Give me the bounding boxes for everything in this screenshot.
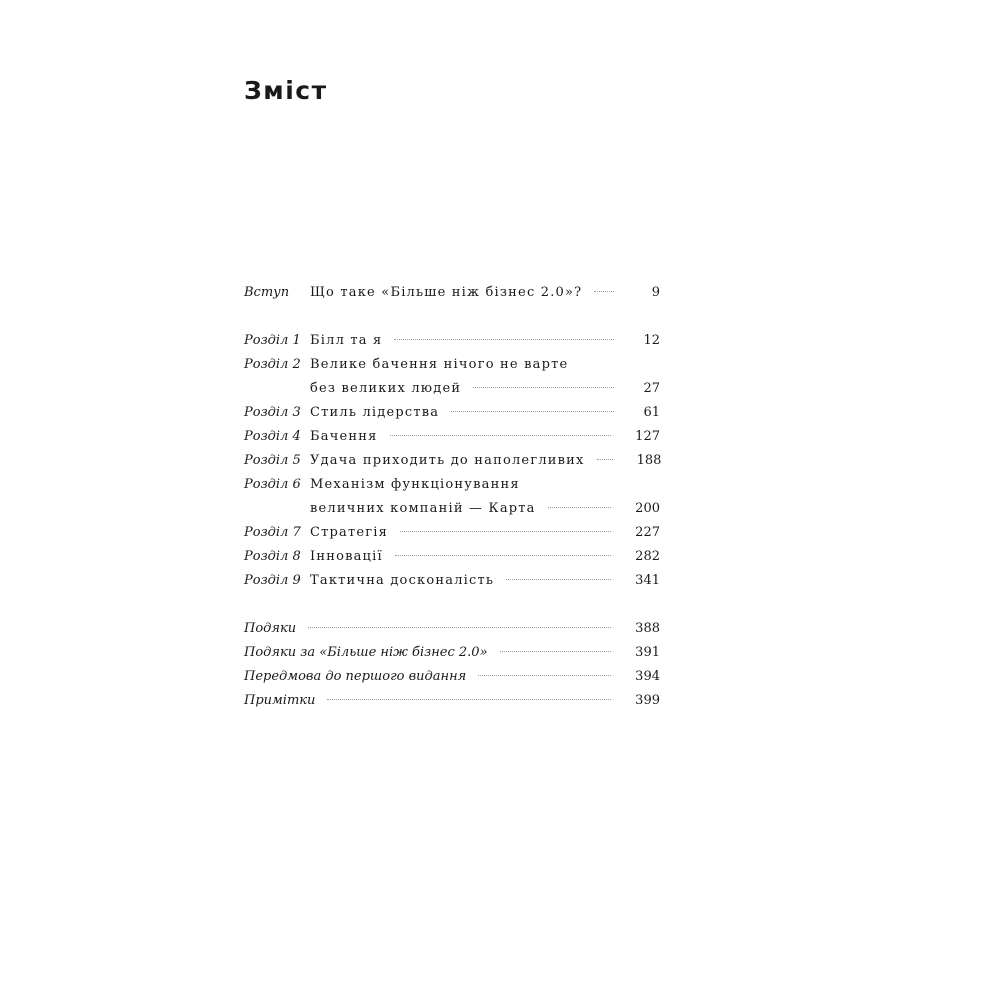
toc-entry-title: Стиль лідерства xyxy=(310,405,440,420)
toc-entry-chapter-5[interactable] xyxy=(244,449,660,473)
toc-entry-title: Велике бачення нічого не варте xyxy=(310,357,569,372)
dot-leader xyxy=(394,339,614,340)
table-of-contents xyxy=(244,281,660,713)
toc-entry-title: Стратегія xyxy=(310,525,389,540)
toc-entry-label: Розділ 4 xyxy=(244,429,301,444)
toc-page-number: 188 xyxy=(636,453,662,468)
toc-entry-title: Тактична досконалість xyxy=(310,573,495,588)
toc-page-number: 9 xyxy=(651,285,660,300)
toc-entry-title: Удача приходить до наполегливих xyxy=(310,453,585,468)
toc-page-number: 341 xyxy=(635,573,660,588)
toc-entry-chapter-3[interactable] xyxy=(244,401,660,425)
toc-page-number: 200 xyxy=(635,501,660,516)
toc-entry-chapter-9[interactable] xyxy=(244,569,660,593)
toc-page-number: 12 xyxy=(643,333,660,348)
toc-entry-label: Розділ 2 xyxy=(244,357,301,372)
toc-page-number: 388 xyxy=(635,621,660,636)
toc-entry-label: Розділ 8 xyxy=(244,549,301,564)
toc-entry-chapter-7[interactable] xyxy=(244,521,660,545)
toc-entry-label: Розділ 1 xyxy=(244,333,301,348)
dot-leader xyxy=(597,459,613,460)
toc-page-number: 127 xyxy=(635,429,660,444)
toc-entry-label: Вступ xyxy=(244,285,290,300)
toc-entry-label: Розділ 5 xyxy=(244,453,301,468)
toc-page-number: 227 xyxy=(635,525,660,540)
toc-page-number: 391 xyxy=(635,645,660,660)
dot-leader xyxy=(308,627,611,628)
toc-entry-title-cont: без великих людей xyxy=(310,381,462,396)
toc-intro-group xyxy=(244,281,660,305)
toc-entry-acknowledgements-2[interactable] xyxy=(244,641,660,665)
toc-page-number: 399 xyxy=(635,693,660,708)
dot-leader xyxy=(548,507,612,508)
toc-entry-title: Що таке «Більше ніж бізнес 2.0»? xyxy=(310,285,583,300)
toc-entry-title: Бачення xyxy=(310,429,378,444)
toc-entry-foreword[interactable] xyxy=(244,665,660,689)
dot-leader xyxy=(327,699,611,700)
toc-entry-title-cont: величних компаній — Карта xyxy=(310,501,536,516)
toc-entry-chapter-2[interactable] xyxy=(244,353,660,401)
dot-leader xyxy=(390,435,612,436)
toc-page-number: 27 xyxy=(643,381,660,396)
dot-leader xyxy=(500,651,612,652)
toc-entry-label: Розділ 3 xyxy=(244,405,301,420)
toc-entry-label: Розділ 9 xyxy=(244,573,301,588)
toc-entry-acknowledgements[interactable] xyxy=(244,617,660,641)
toc-entry-chapter-8[interactable] xyxy=(244,545,660,569)
toc-entry-title: Інновації xyxy=(310,549,383,564)
page-title: Зміст xyxy=(244,76,328,105)
toc-entry-title: Примітки xyxy=(244,693,316,708)
toc-entry-label: Розділ 6 xyxy=(244,477,301,492)
toc-page-number: 394 xyxy=(635,669,660,684)
toc-entry-title: Механізм функціонування xyxy=(310,477,520,492)
dot-leader xyxy=(473,387,614,388)
toc-chapters-group xyxy=(244,329,660,593)
toc-entry-chapter-1[interactable] xyxy=(244,329,660,353)
toc-entry-chapter-4[interactable] xyxy=(244,425,660,449)
toc-entry-notes[interactable] xyxy=(244,689,660,713)
toc-page-number: 282 xyxy=(635,549,660,564)
dot-leader xyxy=(594,291,614,292)
toc-entry-label: Розділ 7 xyxy=(244,525,301,540)
dot-leader xyxy=(506,579,611,580)
dot-leader xyxy=(451,411,614,412)
toc-entry-title: Білл та я xyxy=(310,333,383,348)
dot-leader xyxy=(395,555,611,556)
dot-leader xyxy=(400,531,611,532)
toc-entry-chapter-6[interactable] xyxy=(244,473,660,521)
dot-leader xyxy=(478,675,611,676)
toc-entry-title: Подяки за «Більше ніж бізнес 2.0» xyxy=(244,645,488,660)
toc-entry-title: Передмова до першого видання xyxy=(244,669,467,684)
toc-page-number: 61 xyxy=(643,405,660,420)
toc-entry-title: Подяки xyxy=(244,621,297,636)
toc-back-matter-group xyxy=(244,617,660,713)
toc-entry-intro[interactable] xyxy=(244,281,660,305)
